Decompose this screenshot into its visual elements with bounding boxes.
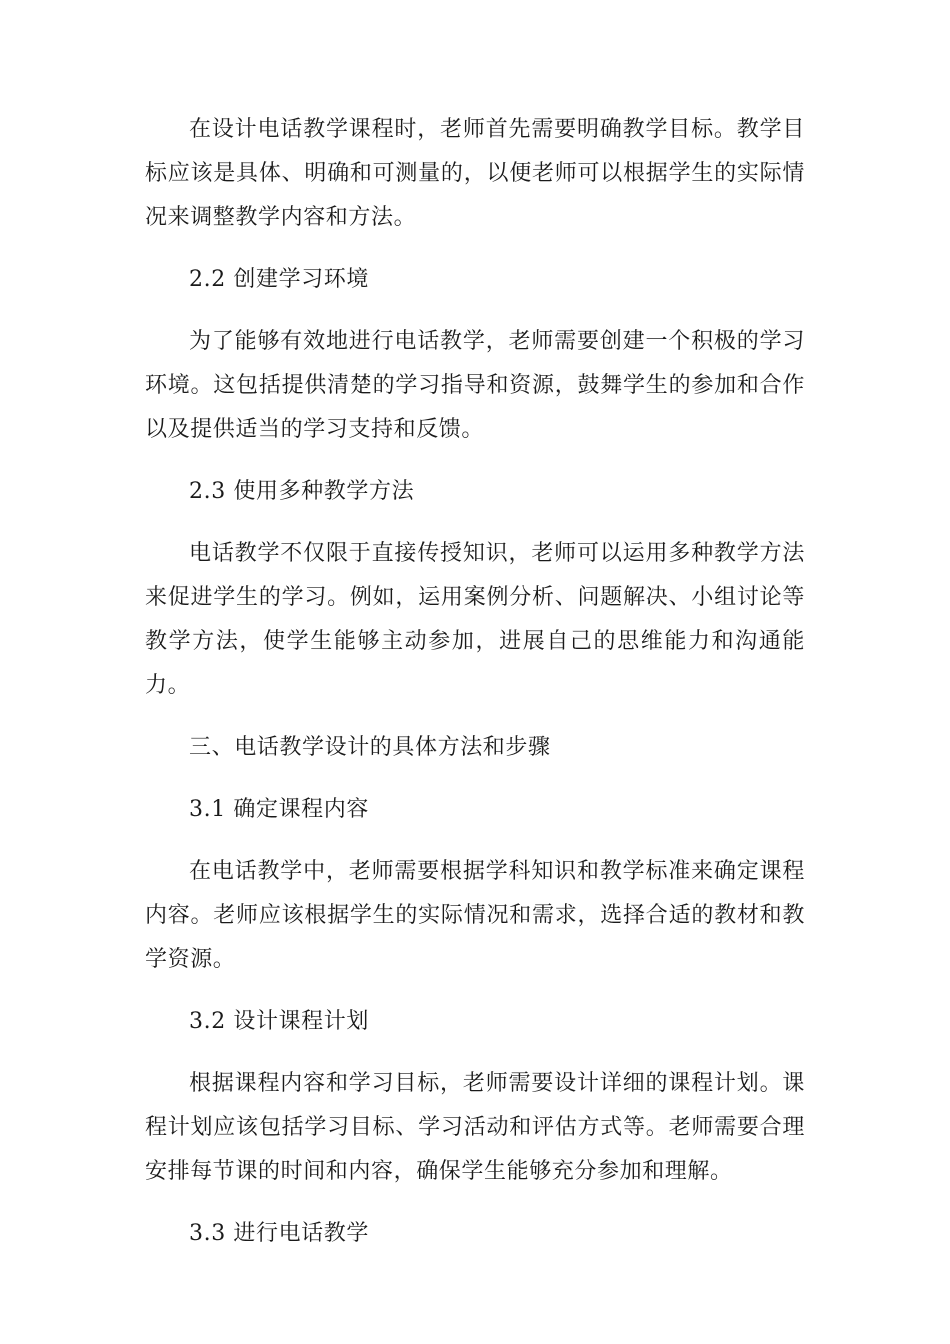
document-body: [145, 108, 805, 1274]
section-heading-3-2: 3.2 设计课程计划: [189, 1009, 369, 1034]
paragraph-course-content: 在电话教学中，老师需要根据学科知识和教学标准来确定课程内容。老师应该根据学生的实际情况和需求，选择合适的教材和教学资源。: [145, 859, 805, 972]
paragraph-teaching-goals: 在设计电话教学课程时，老师首先需要明确教学目标。教学目标应该是具体、明确和可测量的，以便老师可以根据学生的实际情况来调整教学内容和方法。: [145, 117, 805, 230]
paragraph-course-plan: 根据课程内容和学习目标，老师需要设计详细的课程计划。课程计划应该包括学习目标、学习活动和评估方式等。老师需要合理安排每节课的时间和内容，确保学生能够充分参加和理解。: [145, 1071, 805, 1184]
chapter-heading-3: 三、电话教学设计的具体方法和步骤: [189, 735, 551, 760]
paragraph-learning-environment: 为了能够有效地进行电话教学，老师需要创建一个积极的学习环境。这包括提供清楚的学习指导和资源，鼓舞学生的参加和合作以及提供适当的学习支持和反馈。: [145, 329, 805, 442]
section-heading-3-3: 3.3 进行电话教学: [189, 1221, 369, 1246]
section-heading-2-2: 2.2 创建学习环境: [189, 267, 369, 292]
section-heading-3-1: 3.1 确定课程内容: [189, 797, 369, 822]
paragraph-teaching-methods: 电话教学不仅限于直接传授知识，老师可以运用多种教学方法来促进学生的学习。例如，运用案例分析、问题解决、小组讨论等教学方法，使学生能够主动参加，进展自己的思维能力和沟通能力。: [145, 541, 805, 698]
section-heading-2-3: 2.3 使用多种教学方法: [189, 479, 415, 504]
